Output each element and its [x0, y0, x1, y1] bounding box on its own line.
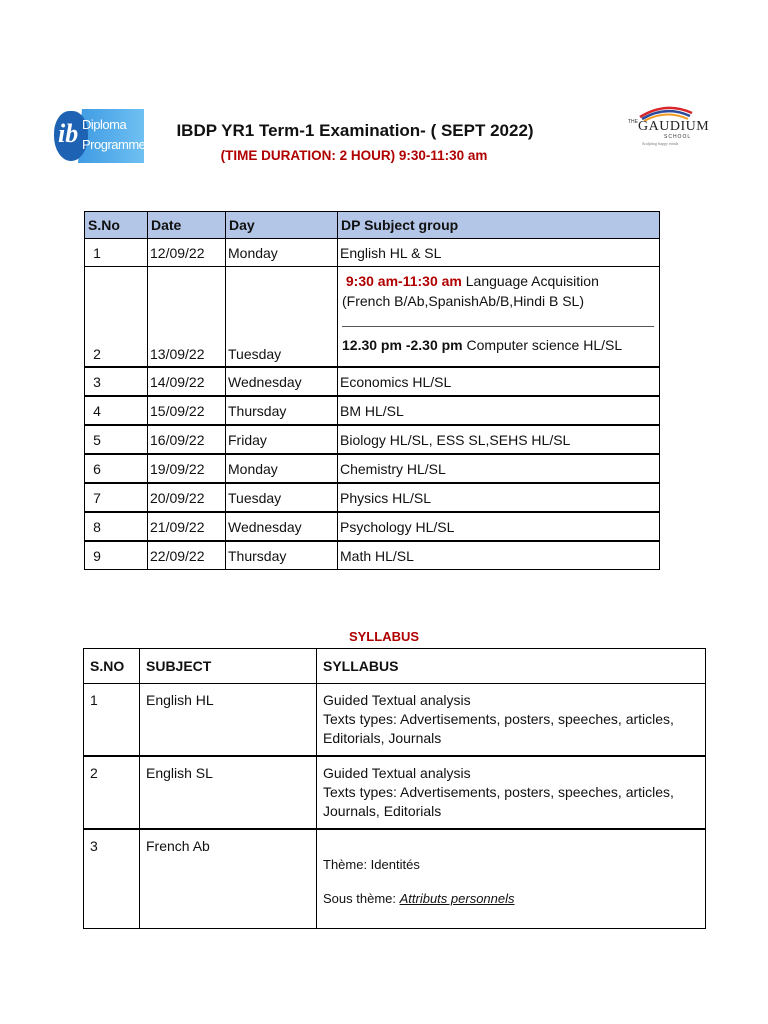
cell-date: 16/09/22 [148, 425, 226, 454]
cell-date: 22/09/22 [148, 541, 226, 570]
table-row [85, 367, 660, 396]
cell-day: Tuesday [226, 267, 338, 368]
cell-sno: 4 [85, 396, 148, 425]
syllabus-line: Journals, Editorials [323, 803, 442, 819]
column-header-date: Date [148, 212, 226, 239]
cell-sno: 1 [84, 684, 140, 757]
subject-computer-science: Computer science HL/SL [462, 337, 623, 353]
cell-day: Friday [226, 425, 338, 454]
school-logo-the: THE [628, 119, 638, 125]
cell-subject: Psychology HL/SL [338, 512, 660, 541]
syllabus-line: Guided Textual analysis [323, 765, 471, 781]
column-header-sno: S.NO [84, 649, 140, 684]
cell-subject: Physics HL/SL [338, 483, 660, 512]
session-time-morning: 9:30 am-11:30 am [345, 273, 462, 289]
school-logo-tagline: Sculpting happy minds [642, 141, 679, 146]
subject-language-detail: (French B/Ab,SpanishAb/B,Hindi B SL) [342, 293, 585, 309]
cell-sno: 3 [85, 367, 148, 396]
subject-language-acquisition: Language Acquisition [461, 273, 599, 289]
cell-sno: 7 [85, 483, 148, 512]
table-row [85, 239, 660, 267]
table-row [84, 684, 706, 757]
cell-day: Thursday [226, 396, 338, 425]
syllabus-line: Texts types: Advertisements, posters, speeches, articles, [323, 784, 674, 800]
cell-subject: English HL [140, 684, 317, 757]
cell-date: 12/09/22 [148, 239, 226, 267]
subtheme-label: Sous thème: [323, 891, 400, 906]
cell-subject: English HL & SL [338, 239, 660, 267]
cell-date: 19/09/22 [148, 454, 226, 483]
column-header-day: Day [226, 212, 338, 239]
session-time-afternoon: 12.30 pm -2.30 pm [342, 337, 463, 353]
syllabus-heading: SYLLABUS [348, 629, 420, 644]
cell-sno: 9 [85, 541, 148, 570]
cell-day: Thursday [226, 541, 338, 570]
cell-day: Wednesday [226, 512, 338, 541]
table-row [84, 829, 706, 929]
column-header-sno: S.No [85, 212, 148, 239]
subtheme-value: Attributs personnels [399, 891, 515, 906]
syllabus-table [83, 648, 706, 929]
table-row [85, 396, 660, 425]
cell-sno: 1 [85, 239, 148, 267]
cell-date: 13/09/22 [148, 267, 226, 368]
cell-subject: BM HL/SL [338, 396, 660, 425]
syllabus-theme: Thème: Identités [323, 857, 420, 872]
cell-syllabus [317, 829, 706, 929]
column-header-syllabus: SYLLABUS [317, 649, 706, 684]
cell-subject: Economics HL/SL [338, 367, 660, 396]
cell-subject: French Ab [140, 829, 317, 929]
cell-syllabus [317, 756, 706, 829]
table-row [85, 512, 660, 541]
cell-date: 15/09/22 [148, 396, 226, 425]
ib-logo-line1: Diploma [82, 117, 127, 132]
cell-day: Monday [226, 454, 338, 483]
table-row [84, 756, 706, 829]
cell-subject: Biology HL/SL, ESS SL,SEHS HL/SL [338, 425, 660, 454]
syllabus-line: Guided Textual analysis [323, 692, 471, 708]
time-duration: (TIME DURATION: 2 HOUR) 9:30-11:30 am [220, 148, 488, 163]
cell-syllabus [317, 684, 706, 757]
table-header-row [84, 649, 706, 684]
cell-subject: Chemistry HL/SL [338, 454, 660, 483]
column-header-subject: DP Subject group [338, 212, 660, 239]
table-row [85, 425, 660, 454]
school-logo-school: SCHOOL [664, 134, 692, 140]
table-row [85, 541, 660, 570]
cell-sno: 8 [85, 512, 148, 541]
cell-sno: 5 [85, 425, 148, 454]
cell-sno: 2 [84, 756, 140, 829]
syllabus-subtheme [323, 889, 699, 908]
table-row [85, 483, 660, 512]
ib-logo-letters: ib [58, 119, 79, 148]
cell-day: Wednesday [226, 367, 338, 396]
table-row [85, 267, 660, 368]
cell-date: 20/09/22 [148, 483, 226, 512]
cell-day: Monday [226, 239, 338, 267]
school-logo-name: GAUDIUM [638, 119, 710, 134]
cell-sno: 6 [85, 454, 148, 483]
syllabus-line: Editorials, Journals [323, 730, 442, 746]
cell-sno: 2 [85, 267, 148, 368]
column-header-subject: SUBJECT [140, 649, 317, 684]
cell-subject: English SL [140, 756, 317, 829]
cell-sno: 3 [84, 829, 140, 929]
syllabus-line: Texts types: Advertisements, posters, speeches, articles, [323, 711, 674, 727]
table-row [85, 454, 660, 483]
page-title: IBDP YR1 Term-1 Examination- ( SEPT 2022) [176, 121, 534, 140]
divider [342, 326, 654, 327]
cell-subject: Math HL/SL [338, 541, 660, 570]
cell-day: Tuesday [226, 483, 338, 512]
cell-date: 14/09/22 [148, 367, 226, 396]
ib-logo-line2: Programme [82, 137, 146, 152]
cell-subject [338, 267, 660, 368]
table-header-row [85, 212, 660, 239]
exam-schedule-table [84, 211, 660, 570]
cell-date: 21/09/22 [148, 512, 226, 541]
